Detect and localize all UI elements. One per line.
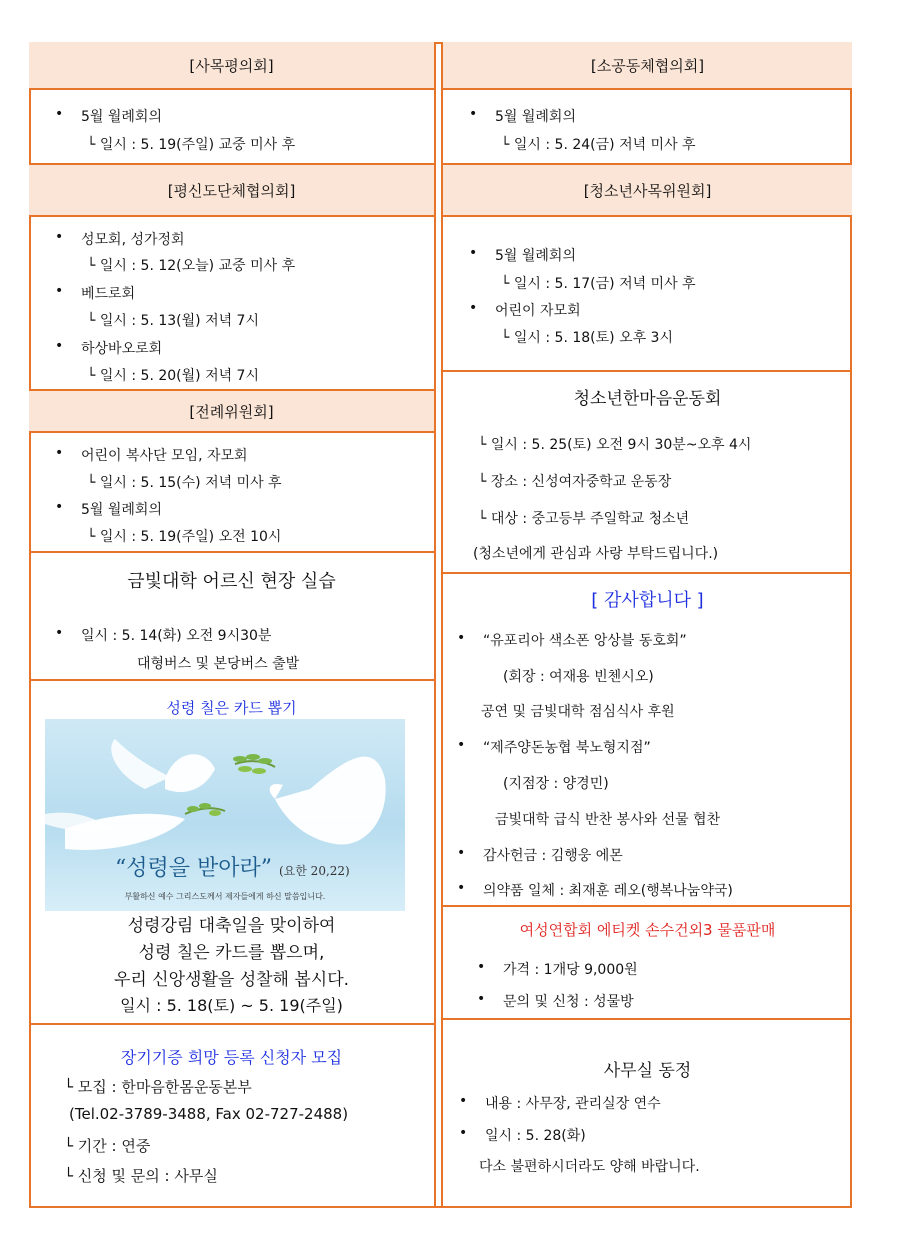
info-line: └ 대상 : 중고등부 주일학교 청소년: [478, 511, 690, 527]
list-item: • 5월 월례회의: [495, 245, 576, 265]
list-item: • “제주양돈농협 북노형지점”: [483, 737, 651, 757]
section-header-liturgy-committee: [전례위원회]: [29, 391, 434, 433]
section-golden-college: [29, 553, 434, 681]
info-note: (청소년에게 관심과 사랑 부탁드립니다.): [473, 546, 719, 562]
section-title: 사무실 동정: [603, 1061, 692, 1081]
right-column: [443, 42, 852, 1208]
section-title: 장기기증 희망 등록 신청자 모집: [120, 1048, 343, 1067]
left-column: [29, 42, 434, 1208]
list-item: • 가격 : 1개당 9,000원: [503, 959, 638, 979]
list-item-detail: 공연 및 금빛대학 점심식사 후원: [481, 704, 675, 720]
list-item-detail: └ 일시 : 5. 13(월) 저녁 7시: [87, 313, 259, 329]
list-item: • 성모회, 성가정회: [81, 229, 185, 249]
info-line: └ 기간 : 연중: [64, 1137, 151, 1155]
section-title: [ 감사합니다 ]: [591, 590, 704, 611]
list-item: • 어린이 자모회: [495, 300, 581, 320]
section-office-news: [443, 1020, 852, 1208]
info-line: └ 일시 : 5. 25(토) 오전 9시 30분~오후 4시: [478, 437, 752, 453]
list-item-detail: └ 일시 : 5. 20(월) 저녁 7시: [87, 368, 259, 384]
list-item: • 내용 : 사무장, 관리실장 연수: [485, 1093, 661, 1113]
info-line: (Tel.02-3789-3488, Fax 02-727-2488): [69, 1105, 349, 1123]
list-item-detail: └ 일시 : 5. 15(수) 저녁 미사 후: [87, 475, 282, 491]
section-organ-donation: [29, 1025, 434, 1208]
list-item: • 5월 월례회의: [81, 106, 162, 126]
column-divider: [434, 42, 443, 1208]
list-item: • 베드로회: [81, 283, 135, 303]
section-thanks: [443, 574, 852, 907]
list-item-detail: (지점장 : 양경민): [503, 776, 609, 792]
info-line: └ 모집 : 한마음한몸운동본부: [64, 1078, 252, 1096]
section-liturgy-committee: [29, 433, 434, 553]
list-item: • 일시 : 5. 14(화) 오전 9시30분: [81, 625, 271, 645]
info-line: └ 장소 : 신성여자중학교 운동장: [478, 474, 672, 490]
dove-card-image: [45, 719, 405, 911]
list-item-detail: └ 일시 : 5. 17(금) 저녁 미사 후: [501, 276, 696, 292]
card-text-line: 우리 신앙생활을 성찰해 봅시다.: [113, 970, 350, 990]
card-caption: 부활하신 예수 그리스도께서 제자들에게 하신 말씀입니다.: [124, 892, 326, 901]
list-item: • 어린이 복사단 모임, 자모회: [81, 445, 248, 465]
list-item: • 의약품 일체 : 최재훈 레오(행복나눔약국): [483, 880, 733, 900]
section-header-youth-committee: [청소년사목위원회]: [443, 165, 852, 217]
card-text-line: 성령 칠은 카드를 뽑으며,: [138, 943, 325, 963]
list-item-detail: (회장 : 여재용 빈첸시오): [503, 669, 654, 685]
section-title: 여성연합회 에티켓 손수건외3 물품판매: [519, 921, 776, 939]
card-text-line: 성령강림 대축일을 맞이하여: [127, 916, 336, 936]
section-youth-sports-day: [443, 372, 852, 574]
section-title: 금빛대학 어르신 현장 실습: [127, 571, 336, 592]
card-date: 일시 : 5. 18(토) ~ 5. 19(주일): [120, 996, 343, 1015]
section-lay-council: [29, 217, 434, 391]
list-item-detail: 금빛대학 급식 반찬 봉사와 선물 협찬: [495, 812, 721, 828]
section-womens-sale: [443, 907, 852, 1020]
dove-illustration: [45, 719, 405, 911]
section-pastoral-council: [29, 90, 434, 165]
info-line: └ 신청 및 문의 : 사무실: [64, 1167, 218, 1185]
card-quote: “성령을 받아라” (요한 20,22): [115, 856, 350, 881]
section-header-small-community: [소공동체협의회]: [443, 42, 852, 90]
list-item-detail: 대형버스 및 본당버스 출발: [137, 656, 300, 672]
list-item: • 일시 : 5. 28(화): [485, 1125, 586, 1145]
list-item: • 하상바오로회: [81, 338, 162, 358]
section-small-community: [443, 90, 852, 165]
list-item-detail: └ 일시 : 5. 19(주일) 교중 미사 후: [87, 137, 296, 153]
section-header-lay-council: [평신도단체협의회]: [29, 165, 434, 217]
list-item: • 감사헌금 : 김행웅 에몬: [483, 845, 623, 865]
list-item: • 5월 월례회의: [495, 106, 576, 126]
list-item-detail: └ 일시 : 5. 19(주일) 오전 10시: [87, 529, 282, 545]
list-item-detail: └ 일시 : 5. 24(금) 저녁 미사 후: [501, 137, 696, 153]
info-note: 다소 불편하시더라도 양해 바랍니다.: [479, 1159, 700, 1175]
section-title: 성령 칠은 카드 뽑기: [166, 699, 297, 717]
section-header-pastoral-council: [사목평의회]: [29, 42, 434, 90]
list-item: • 문의 및 신청 : 성물방: [503, 991, 634, 1011]
section-youth-committee: [443, 217, 852, 372]
list-item: • 5월 월례회의: [81, 499, 162, 519]
list-item-detail: └ 일시 : 5. 12(오늘) 교중 미사 후: [87, 258, 296, 274]
list-item: • “유포리아 색소폰 앙상블 동호회”: [483, 630, 687, 650]
list-item-detail: └ 일시 : 5. 18(토) 오후 3시: [501, 330, 673, 346]
section-title: 청소년한마음운동회: [573, 389, 722, 409]
